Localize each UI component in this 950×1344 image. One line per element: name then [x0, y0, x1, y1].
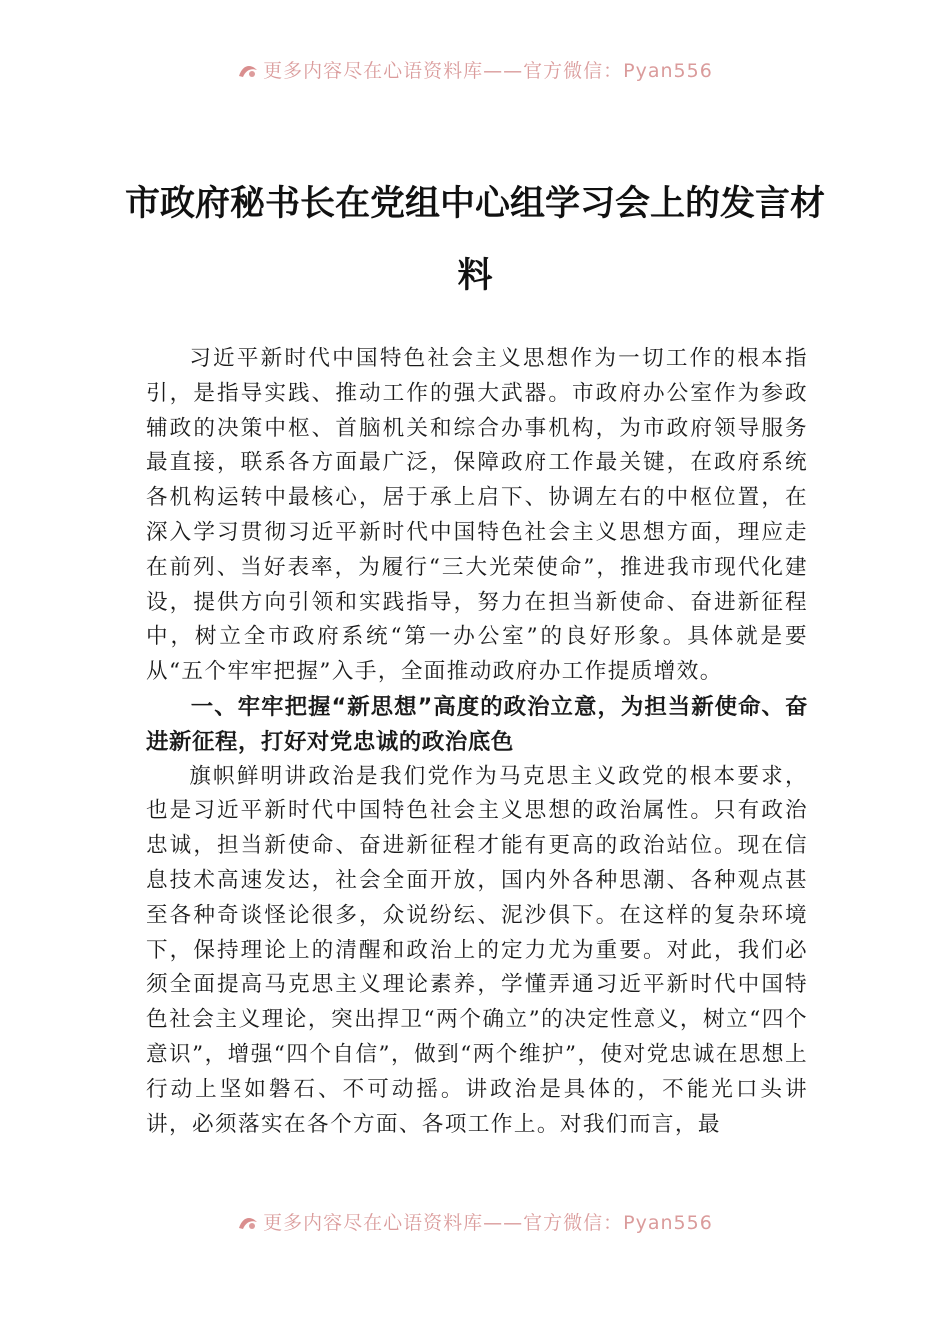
watermark-banner-top [0, 56, 950, 83]
paragraph-section-1: 旗帜鲜明讲政治是我们党作为马克思主义政党的根本要求，也是习近平新时代中国特色社会主义思想的政治属性。只有政治忠诚，担当新使命、奋进新征程才能有更高的政治站位。现在信息技术高速发达，社会全面开放，国内外各种思潮、各种观点甚至各种奇谈怪论很多，众说纷纭、泥沙俱下。在这样的复杂环境下，保持理论上的清醒和政治上的定力尤为重要。对此，我们必须全面提高马克思主义理论素养，学懂弄通习近平新时代中国特色社会主义理论，突出捍卫“两个确立”的决定性意义，树立“四个意识”，增强“四个自信”，做到“两个维护”，使对党忠诚在思想上行动上坚如磐石、不可动摇。讲政治是具体的，不能光口头讲讲，必须落实在各个方面、各项工作上。对我们而言，最 [146, 763, 808, 1137]
document-title: 市政府秘书长在党组中心组学习会上的发言材料 [124, 183, 825, 296]
logo-icon [237, 62, 259, 80]
logo-icon [237, 1214, 259, 1232]
watermark-banner-bottom [0, 1208, 950, 1235]
banner-text: 更多内容尽在心语资料库——官方微信：Pyan556 [263, 60, 713, 82]
paragraph-intro: 习近平新时代中国特色社会主义思想作为一切工作的根本指引，是指导实践、推动工作的强大武器。市政府办公室作为参政辅政的决策中枢、首脑机关和综合办事机构，为市政府领导服务最直接，联系各方面最广泛，保障政府工作最关键，在政府系统各机构运转中最核心，居于承上启下、协调左右的中枢位置，在深入学习贯彻习近平新时代中国特色社会主义思想方面，理应走在前列、当好表率，为履行“三大光荣使命”，推进我市现代化建设，提供方向引领和实践指导，努力在担当新使命、奋进新征程中，树立全市政府系统“第一办公室”的良好形象。具体就是要从“五个牢牢把握”入手，全面推动政府办工作提质增效。 [146, 346, 808, 685]
document-body [146, 342, 808, 1142]
banner-text: 更多内容尽在心语资料库——官方微信：Pyan556 [263, 1212, 713, 1234]
section-heading-1: 一、牢牢把握“新思想”高度的政治立意，为担当新使命、奋进新征程，打好对党忠诚的政治底色 [146, 693, 808, 755]
